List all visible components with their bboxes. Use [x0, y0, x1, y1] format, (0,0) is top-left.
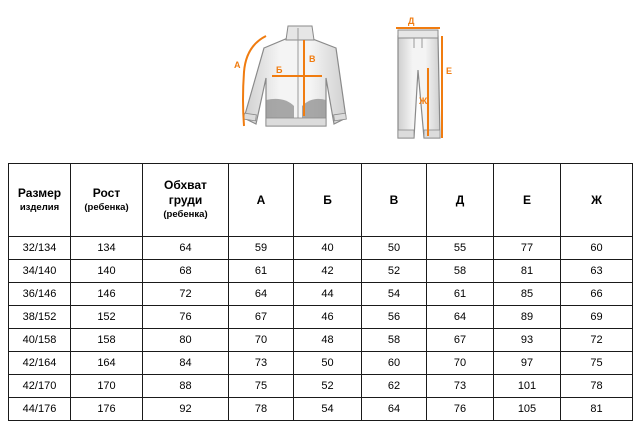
table-cell: 55 — [427, 237, 494, 260]
table-cell: 36/146 — [9, 283, 71, 306]
table-cell: 76 — [143, 306, 229, 329]
table-cell: 75 — [561, 352, 633, 375]
header-b: Б — [294, 164, 362, 237]
table-cell: 76 — [427, 398, 494, 421]
table-cell: 67 — [229, 306, 294, 329]
table-header-row — [9, 164, 633, 237]
table-cell: 72 — [143, 283, 229, 306]
table-row — [9, 375, 633, 398]
header-a: А — [229, 164, 294, 237]
table-cell: 72 — [561, 329, 633, 352]
table-cell: 42 — [294, 260, 362, 283]
pants-label-d: Д — [408, 16, 415, 26]
table-body — [9, 237, 633, 421]
table-cell: 146 — [71, 283, 143, 306]
jacket-label-v: В — [309, 54, 316, 64]
table-cell: 170 — [71, 375, 143, 398]
table-cell: 38/152 — [9, 306, 71, 329]
table-cell: 105 — [494, 398, 561, 421]
table-cell: 54 — [294, 398, 362, 421]
table-cell: 70 — [229, 329, 294, 352]
table-cell: 164 — [71, 352, 143, 375]
table-cell: 32/134 — [9, 237, 71, 260]
table-cell: 52 — [294, 375, 362, 398]
header-e: Е — [494, 164, 561, 237]
table-cell: 152 — [71, 306, 143, 329]
table-cell: 34/140 — [9, 260, 71, 283]
table-cell: 50 — [362, 237, 427, 260]
table-cell: 101 — [494, 375, 561, 398]
table-cell: 42/164 — [9, 352, 71, 375]
table-cell: 58 — [427, 260, 494, 283]
table-cell: 44/176 — [9, 398, 71, 421]
table-cell: 69 — [561, 306, 633, 329]
table-cell: 63 — [561, 260, 633, 283]
table-cell: 81 — [561, 398, 633, 421]
table-cell: 40 — [294, 237, 362, 260]
table-cell: 70 — [427, 352, 494, 375]
table-row — [9, 237, 633, 260]
table-cell: 89 — [494, 306, 561, 329]
header-height: Рост (ребенка) — [71, 164, 143, 237]
pants-label-e: Е — [446, 66, 453, 76]
table-cell: 64 — [143, 237, 229, 260]
header-d: Д — [427, 164, 494, 237]
table-cell: 88 — [143, 375, 229, 398]
table-cell: 78 — [229, 398, 294, 421]
jacket-label-b: Б — [276, 65, 283, 75]
table-cell: 44 — [294, 283, 362, 306]
table-cell: 56 — [362, 306, 427, 329]
table-cell: 84 — [143, 352, 229, 375]
table-row — [9, 306, 633, 329]
table-cell: 73 — [427, 375, 494, 398]
table-cell: 54 — [362, 283, 427, 306]
table-row — [9, 352, 633, 375]
table-cell: 73 — [229, 352, 294, 375]
table-cell: 40/158 — [9, 329, 71, 352]
table-cell: 158 — [71, 329, 143, 352]
table-cell: 60 — [561, 237, 633, 260]
table-cell: 80 — [143, 329, 229, 352]
table-cell: 64 — [229, 283, 294, 306]
table-cell: 60 — [362, 352, 427, 375]
table-row — [9, 398, 633, 421]
garment-illustration — [0, 0, 640, 160]
table-cell: 176 — [71, 398, 143, 421]
table-cell: 92 — [143, 398, 229, 421]
table-cell: 140 — [71, 260, 143, 283]
table-cell: 81 — [494, 260, 561, 283]
table-cell: 64 — [362, 398, 427, 421]
pants-drawing — [398, 30, 440, 138]
jacket-label-a: А — [234, 60, 241, 70]
table-cell: 61 — [229, 260, 294, 283]
table-cell: 97 — [494, 352, 561, 375]
table-cell: 59 — [229, 237, 294, 260]
header-size: Размер изделия — [9, 164, 71, 237]
table-cell: 93 — [494, 329, 561, 352]
table-cell: 62 — [362, 375, 427, 398]
table-cell: 77 — [494, 237, 561, 260]
header-v: В — [362, 164, 427, 237]
table-row — [9, 329, 633, 352]
table-cell: 64 — [427, 306, 494, 329]
table-cell: 48 — [294, 329, 362, 352]
table-row — [9, 260, 633, 283]
table-cell: 68 — [143, 260, 229, 283]
header-zh: Ж — [561, 164, 633, 237]
table-cell: 134 — [71, 237, 143, 260]
table-cell: 46 — [294, 306, 362, 329]
table-cell: 58 — [362, 329, 427, 352]
table-cell: 50 — [294, 352, 362, 375]
size-chart-table — [8, 163, 633, 421]
table-cell: 42/170 — [9, 375, 71, 398]
table-cell: 66 — [561, 283, 633, 306]
table-cell: 61 — [427, 283, 494, 306]
table-cell: 85 — [494, 283, 561, 306]
table-cell: 52 — [362, 260, 427, 283]
table-row — [9, 283, 633, 306]
table-cell: 78 — [561, 375, 633, 398]
table-cell: 75 — [229, 375, 294, 398]
table-cell: 67 — [427, 329, 494, 352]
header-chest: Обхват груди (ребенка) — [143, 164, 229, 237]
pants-label-zh: Ж — [419, 96, 428, 106]
